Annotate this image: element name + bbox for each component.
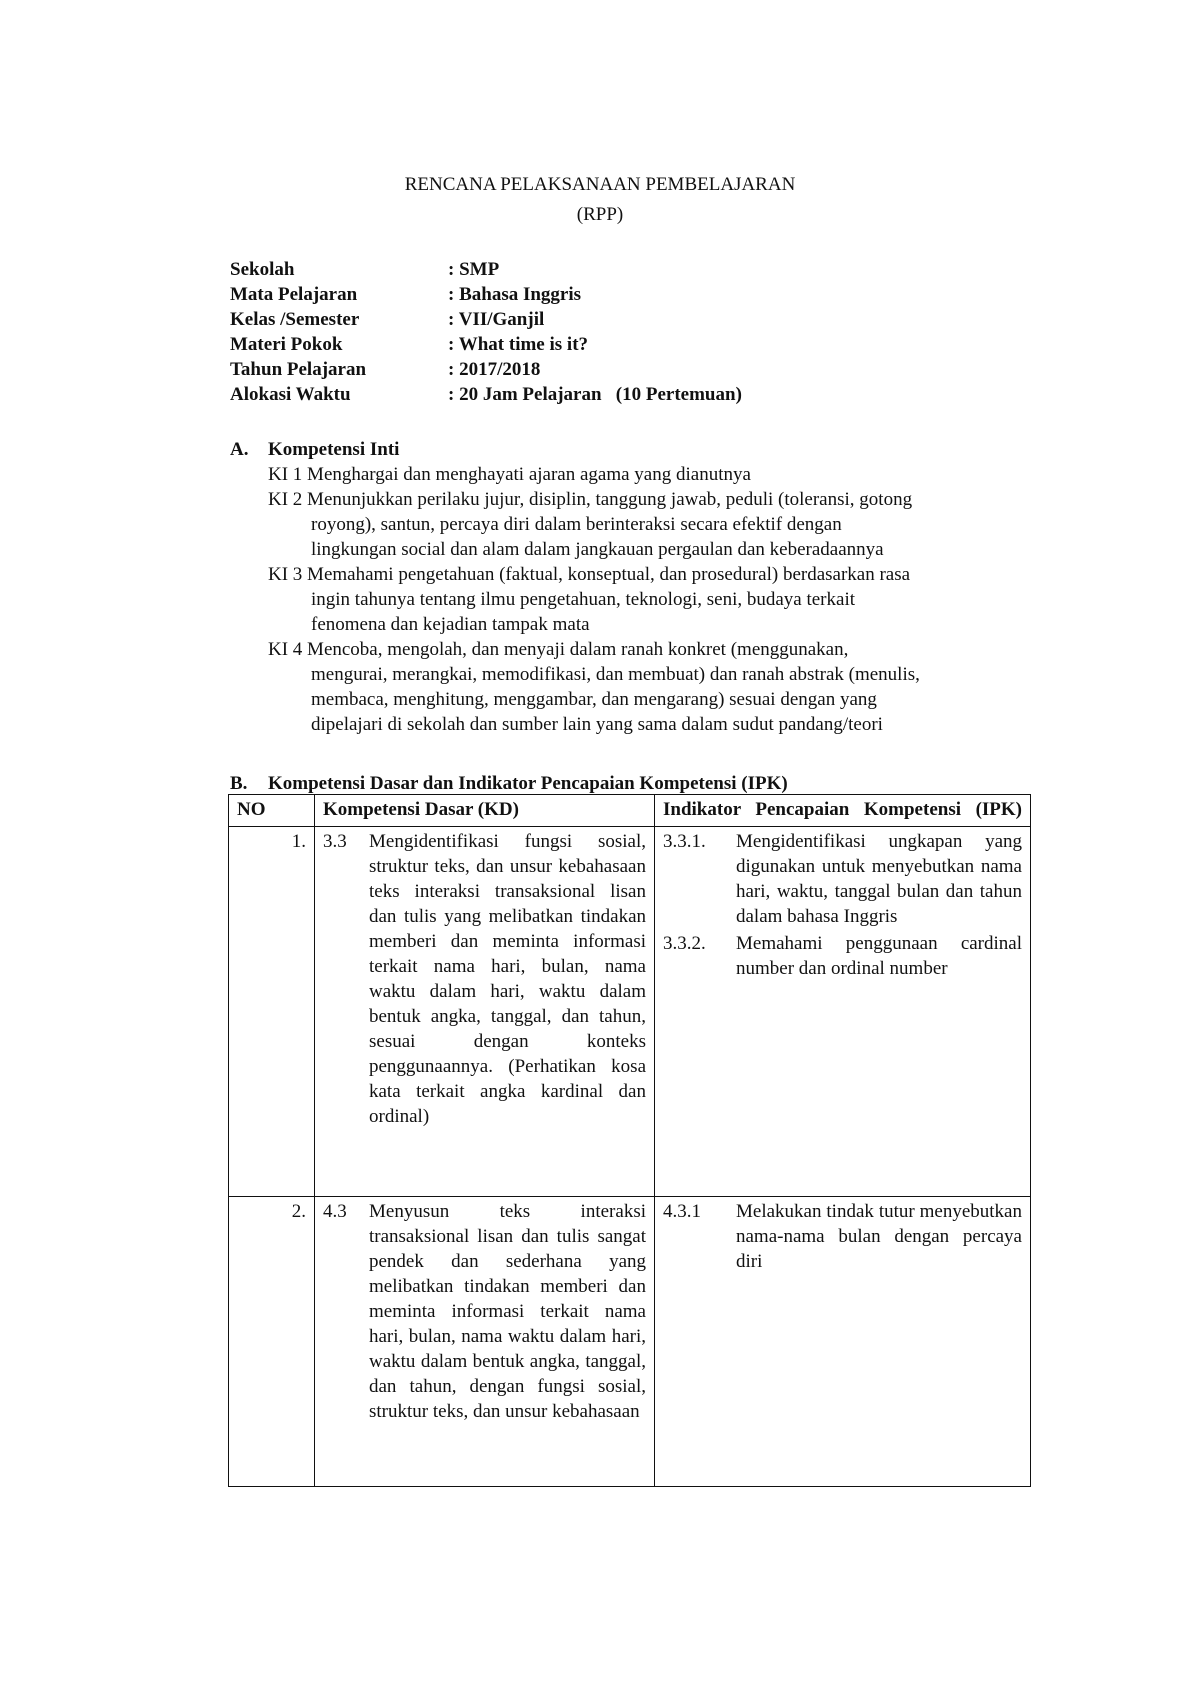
ipk-text: Memahami penggunaan cardinal number dan ordinal number (736, 933, 1022, 979)
kd-number: 3.3 (323, 831, 347, 852)
ki-line: KI 4 Mencoba, mengolah, dan menyaji dalam ranah konkret (menggunakan, (268, 639, 849, 660)
identity-value: : 20 Jam Pelajaran (10 Pertemuan) (448, 384, 742, 405)
ipk-cell (655, 827, 1031, 1197)
ipk-item (663, 931, 1022, 981)
ki-list (268, 462, 1028, 737)
kd-text: Mengidentifikasi fungsi sosial, struktur teks, dan unsur kebahasaan teks interaksi transaksional lisan dan tulis yang melibatkan tindakan memberi dan meminta informasi terkait nama hari, bulan, nama waktu dalam hari, waktu dalam bentuk angka, tanggal, dan tahun, sesuai dengan konteks penggunaannya. (Perhatikan kosa kata terkait angka kardinal dan ordinal) (369, 831, 646, 1127)
ipk-number: 4.3.1 (663, 1201, 701, 1222)
ki-line: KI 1 Menghargai dan menghayati ajaran agama yang dianutnya (268, 464, 751, 485)
identity-label: Materi Pokok (230, 334, 343, 355)
row-number: 1. (229, 827, 315, 1197)
identity-label: Alokasi Waktu (230, 384, 351, 405)
identity-value: : Bahasa Inggris (448, 284, 582, 305)
kd-cell (315, 1197, 655, 1487)
ki-line: royong), santun, percaya diri dalam berinteraksi secara efektif dengan (311, 514, 842, 535)
section-title: Kompetensi Dasar dan Indikator Pencapaian Kompetensi (IPK) (268, 773, 788, 794)
identity-label: Mata Pelajaran (230, 284, 358, 305)
section-title: Kompetensi Inti (268, 439, 400, 460)
ki-line: lingkungan social dan alam dalam jangkauan pergaulan dan keberadaannya (311, 539, 884, 560)
table-row (229, 827, 1031, 1197)
ipk-cell (655, 1197, 1031, 1487)
identity-value: : VII/Ganjil (448, 309, 545, 330)
identity-value: : SMP (448, 259, 500, 280)
header-ipk: Indikator Pencapaian Kompetensi (IPK) (655, 795, 1031, 827)
table-header-row (229, 795, 1031, 827)
identity-label: Kelas /Semester (230, 309, 360, 330)
ki-line: KI 2 Menunjukkan perilaku jujur, disiplin, tanggung jawab, peduli (toleransi, gotong (268, 489, 913, 510)
ipk-number: 3.3.2. (663, 933, 706, 954)
identity-label: Tahun Pelajaran (230, 359, 367, 380)
kd-ipk-table (228, 794, 1031, 1487)
row-number: 2. (229, 1197, 315, 1487)
ki-line: fenomena dan kejadian tampak mata (311, 614, 590, 635)
section-b-heading (230, 771, 788, 796)
kd-cell (315, 827, 655, 1197)
table-row (229, 1197, 1031, 1487)
ki-item (268, 562, 1028, 637)
ki-line: mengurai, merangkai, memodifikasi, dan membuat) dan ranah abstrak (menulis, (311, 664, 920, 685)
ki-item (268, 487, 1028, 562)
section-letter: B. (230, 773, 248, 794)
document-subtitle: (RPP) (576, 204, 624, 225)
kd-text: Menyusun teks interaksi transaksional lisan dan tulis sangat pendek dan sederhana yang melibatkan tindakan memberi dan meminta informasi terkait nama hari, bulan, nama waktu dalam hari, waktu dalam bentuk angka, tanggal, dan tahun, dengan fungsi sosial, struktur teks, dan unsur kebahasaan (369, 1201, 646, 1422)
ki-item (268, 462, 1028, 487)
identity-label: Sekolah (230, 259, 295, 280)
ipk-text: Mengidentifikasi ungkapan yang digunakan untuk menyebutkan nama hari, waktu, tanggal bulan dan tahun dalam bahasa Inggris (736, 831, 1022, 927)
ki-line: ingin tahunya tentang ilmu pengetahuan, teknologi, seni, budaya terkait (311, 589, 855, 610)
ipk-item (663, 1199, 1022, 1274)
ki-line: KI 3 Memahami pengetahuan (faktual, konseptual, dan prosedural) berdasarkan rasa (268, 564, 911, 585)
kd-number: 4.3 (323, 1201, 347, 1222)
header-no: NO (229, 795, 315, 827)
ki-line: dipelajari di sekolah dan sumber lain yang sama dalam sudut pandang/teori (311, 714, 883, 735)
ipk-number: 3.3.1. (663, 831, 706, 852)
section-letter: A. (230, 439, 249, 460)
document-title: RENCANA PELAKSANAAN PEMBELAJARAN (404, 174, 796, 195)
ki-line: membaca, menghitung, menggambar, dan mengarang) sesuai dengan yang (311, 689, 877, 710)
header-kd: Kompetensi Dasar (KD) (315, 795, 655, 827)
section-a-heading (230, 437, 399, 462)
ipk-text: Melakukan tindak tutur menyebutkan nama-nama bulan dengan percaya diri (736, 1201, 1022, 1272)
identity-value: : 2017/2018 (448, 359, 541, 380)
ipk-item (663, 829, 1022, 929)
ki-item (268, 637, 1028, 737)
identity-value: : What time is it? (448, 334, 589, 355)
